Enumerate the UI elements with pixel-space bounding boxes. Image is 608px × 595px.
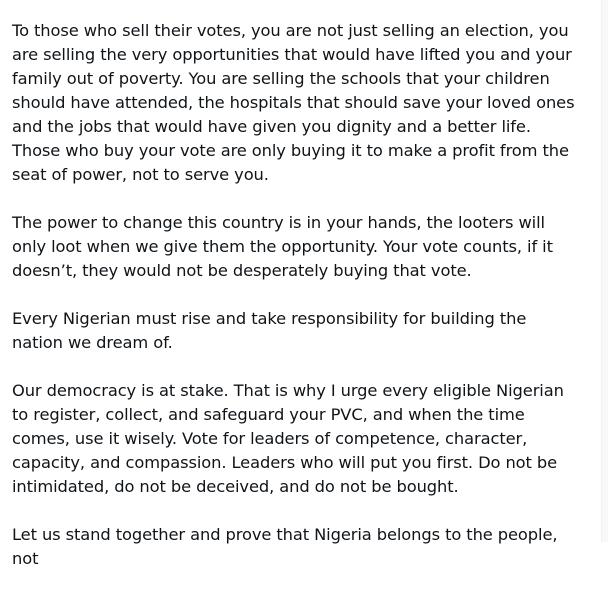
post-paragraph-3: Every Nigerian must rise and take responsibility for building the nation we dream of.	[12, 309, 527, 352]
post-text	[12, 19, 580, 595]
post-paragraph-2: The power to change this country is in your hands, the looters will only loot when we give them the opportunity. Your vote counts, if it doesn’t, they would not be desperately buying that vote.	[12, 213, 553, 280]
post-paragraph-1: To those who sell their votes, you are not just selling an election, you are selling the very opportunities that would have lifted you and your family out of poverty. You are selling the schools that your children should have attended, the hospitals that should save your loved ones and the jobs that would have given you dignity and a better life. Those who buy your vote are only buying it to make a profit from the seat of power, not to serve you.	[12, 21, 575, 184]
post-paragraph-5: Let us stand together and prove that Nigeria belongs to the people, not	[12, 525, 558, 568]
scrollbar[interactable]	[601, 0, 608, 542]
post-paragraph-4: Our democracy is at stake. That is why I urge every eligible Nigerian to register, collect, and safeguard your PVC, and when the time comes, use it wisely. Vote for leaders of competence, character, capacity, and compassion. Leaders who will put you first. Do not be intimidated, do not be deceived, and do not be bought.	[12, 381, 564, 496]
